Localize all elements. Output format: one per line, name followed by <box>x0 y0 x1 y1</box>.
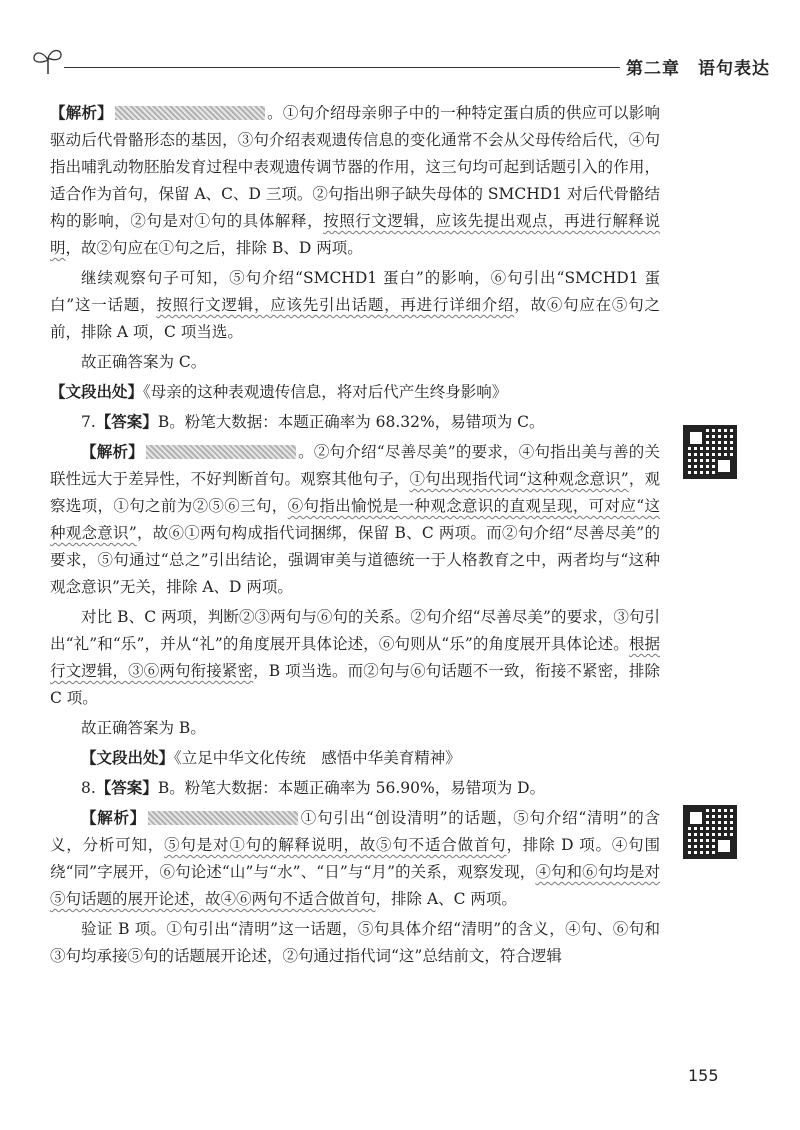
text: ，故⑥①两句构成指代词捆绑，保留 B、C 两项。而②句介绍“尽善尽美”的要求，⑤句通过“总之”引出结论，强调审美与道德统一于人格教育之中，两者均与“这种观念意识”无关，排除 A、D 两项。 <box>50 524 660 596</box>
redacted-mark <box>148 811 298 825</box>
text: 。②句介绍“尽善尽美”的要求，④句指出美与善的关联性远大于差异性，不好判断首句。观察其他句子， <box>50 443 660 488</box>
text: 继续观察句子可知，⑤句介绍“SMCHD1 蛋白”的影响，⑥句引出“SMCHD1 蛋白”这一话题， <box>50 269 660 314</box>
text: 对比 B、C 两项，判断②③两句与⑥句的关系。②句介绍“尽善尽美”的要求，③句引出“礼”和“乐”，并从“礼”的角度展开具体论述，⑥句则从“乐”的角度展开具体论述。 <box>50 608 660 653</box>
answer-tag: 【答案】 <box>95 413 158 431</box>
text: ，排除 D 项。④句围绕“同”字展开，⑥句论述“山”与“水”、“日”与“月”的关系，观察发现， <box>50 836 660 881</box>
text: ①句引出“创设清明”的话题，⑤句介绍“清明”的含义，分析可知， <box>50 809 660 854</box>
question-number: 8. <box>81 779 96 797</box>
analysis-tag: 【解析】 <box>81 809 147 827</box>
source-title: 《立足中华文化传统 感悟中华美育精神》 <box>174 749 461 767</box>
emphasis-text: 按照行文逻辑，应该先引出话题，再进行详细介绍 <box>156 296 515 314</box>
text: 。①句介绍母亲卵子中的一种特定蛋白质的供应可以影响驱动后代骨骼形态的基因，③句介绍表观遗传信息的变化通常不会从父母传给后代，④句指出哺乳动物胚胎发育过程中表观遗传调节器的作用，这三句均可起到话题引入的作用，适合作为首句，保留 A、C、D 三项。②句指出卵子缺失母体的 SMCHD1 对后代骨骼结构的影响，②句是对①句的具体解释， <box>50 104 660 230</box>
emphasis-text: 根据行文逻辑，③⑥两句衔接紧密 <box>50 635 660 680</box>
text: ，B 项当选。而②句与⑥句话题不一致，衔接不紧密，排除 C 项。 <box>50 662 660 707</box>
text: ，观察选项，①句之前为②⑤⑥三句， <box>50 470 660 515</box>
paragraph-verify: 验证 B 项。①句引出“清明”这一话题，⑤句具体介绍“清明”的含义，④句、⑥句和③句均承接⑤句的话题展开论述，②句通过指代词“这”总结前文，符合逻辑 <box>50 920 660 965</box>
source-tag: 【文段出处】 <box>50 383 144 401</box>
emphasis-text: ④句和⑥句均是对⑤句话题的展开论述，故④⑥两句不适合做首句 <box>50 863 660 908</box>
redacted-mark <box>115 106 265 120</box>
answer-text: B。粉笔大数据：本题正确率为 56.90%，易错项为 D。 <box>157 779 546 797</box>
correct-answer: 故正确答案为 C。 <box>81 353 207 371</box>
page-header <box>30 40 770 80</box>
analysis-tag: 【解析】 <box>81 443 144 461</box>
source-title: 《母亲的这种表观遗传信息，将对后代产生终身影响》 <box>143 383 508 401</box>
qr-code-icon[interactable] <box>683 425 737 479</box>
question-7-answer <box>50 409 660 436</box>
question-8-answer <box>50 775 660 802</box>
paragraph-6-analysis <box>50 100 660 262</box>
paragraph-compare <box>50 604 660 712</box>
correct-answer: 故正确答案为 B。 <box>81 719 206 737</box>
sprout-icon <box>30 46 66 76</box>
analysis-tag: 【解析】 <box>50 104 113 122</box>
emphasis-text: ①句出现指代词“这种观念意识” <box>409 470 629 488</box>
text: ，故⑥句应在⑤句之前，排除 A 项，C 项当选。 <box>50 296 660 341</box>
emphasis-text: 按照行文逻辑，应该先提出观点，再进行解释说明 <box>50 212 660 257</box>
question-8-analysis <box>50 805 660 913</box>
paragraph-continue <box>50 265 660 346</box>
source-tag: 【文段出处】 <box>81 749 175 767</box>
answer-explanations <box>50 100 660 973</box>
emphasis-text: ⑥句指出愉悦是一种观念意识的直观呈现，可对应“这种观念意识” <box>50 497 660 542</box>
question-7-analysis <box>50 439 660 601</box>
redacted-mark <box>146 445 296 459</box>
answer-text: B。粉笔大数据：本题正确率为 68.32%，易错项为 C。 <box>157 413 545 431</box>
page-number: 155 <box>688 1066 719 1085</box>
qr-code-icon[interactable] <box>683 805 737 859</box>
header-rule <box>64 67 620 68</box>
question-number: 7. <box>81 413 96 431</box>
source-line <box>50 379 660 406</box>
text: ，排除 A、C 两项。 <box>375 890 517 908</box>
answer-tag: 【答案】 <box>95 779 158 797</box>
chapter-title: 第二章 语句表达 <box>626 59 770 79</box>
emphasis-text: ⑤句是对①句的解释说明，故⑤句不适合做首句 <box>164 836 507 854</box>
text: ，故②句应在①句之后，排除 B、D 两项。 <box>65 239 363 257</box>
source-line <box>50 745 660 772</box>
